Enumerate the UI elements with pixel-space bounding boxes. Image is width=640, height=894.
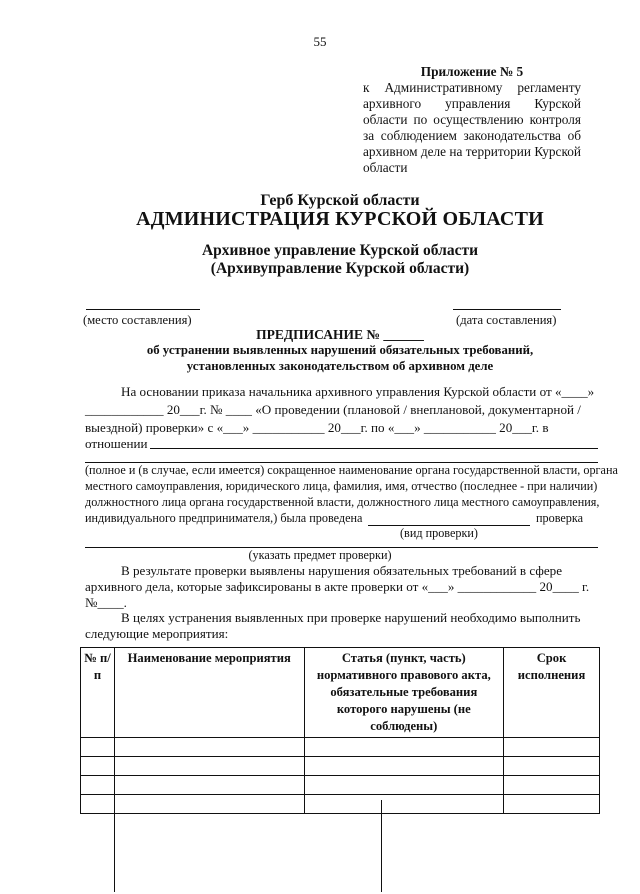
measures-table [80, 647, 600, 814]
check-kind-caption: (вид проверки) [400, 526, 478, 540]
col-article-header: Статья (пункт, часть) нормативного правового акта, обязательные требования которого нарушены (не соблюдены) [304, 648, 504, 738]
measures-line-1: В целях устранения выявленных при проверке нарушений необходимо выполнить [121, 610, 581, 625]
col-measure-header: Наименование мероприятия [114, 648, 304, 738]
col-deadline-header: Срок исполнения [504, 648, 600, 738]
document-subtitle-2: установленных законодательством об архивном деле [186, 359, 494, 373]
department-name: Архивное управление Курской области [201, 242, 479, 259]
table-header-row [81, 648, 600, 738]
subject-line-1 [150, 448, 598, 449]
document-subtitle-1: об устранении выявленных нарушений обязательных требований, [146, 343, 534, 357]
result-line-1: В результате проверки выявлены нарушения обязательных требований в сфере [121, 563, 563, 578]
page-number: 55 [313, 34, 327, 49]
document-title: ПРЕДПИСАНИЕ № ______ [256, 327, 424, 342]
date-caption: (дата составления) [456, 313, 557, 327]
emblem-caption: Герб Курской области [260, 192, 420, 209]
check-word: проверка [536, 511, 584, 525]
table-row [81, 757, 600, 776]
col-number-header: № п/п [81, 648, 115, 738]
table-continuation-line [381, 800, 382, 892]
measures-line-2: следующие мероприятия: [85, 626, 229, 641]
appendix-body: к Административному регламенту архивного управления Курской области по осуществлению контроля за соблюдением законодательства об архивном деле на территории Курской области [363, 80, 581, 175]
table-row [81, 795, 600, 814]
order-line-1: На основании приказа начальника архивного управления Курской области от «____» [121, 384, 595, 399]
table-continuation-line [114, 800, 115, 892]
topic-caption: (указать предмет проверки) [248, 548, 392, 562]
order-line-4: отношении [85, 436, 148, 451]
result-line-2: архивного дела, которые зафиксированы в акте проверки от «___» ____________ 20____ г. [85, 579, 590, 594]
result-line-3: №____. [85, 595, 127, 610]
place-line [86, 309, 200, 310]
date-line [453, 309, 561, 310]
place-caption: (место составления) [83, 313, 192, 327]
table-row [81, 738, 600, 757]
order-line-3: выездной) проверки» с «___» ___________ 20___г. по «___» ___________ 20___г. в [85, 420, 549, 435]
appendix-block [363, 64, 581, 176]
table-row [81, 776, 600, 795]
administration-title: АДМИНИСТРАЦИЯ КУРСКОЙ ОБЛАСТИ [136, 208, 544, 230]
subject-caption-1: (полное и (в случае, если имеется) сокращенное наименование органа государственной власти, органа [85, 463, 618, 477]
order-line-2: ____________ 20___г. № ____ «О проведении (плановой / внеплановой, документарной / [85, 402, 581, 417]
department-short-name: (Архивуправление Курской области) [210, 260, 470, 277]
subject-caption-2: местного самоуправления, юридического лица, фамилия, имя, отчество (последнее - при наличии) [85, 479, 598, 493]
appendix-heading: Приложение № 5 [420, 64, 524, 79]
subject-caption-4: индивидуального предпринимателя,) была проведена [85, 511, 363, 525]
subject-caption-3: должностного лица органа государственной власти, должностного лица местного самоуправления, [85, 495, 600, 509]
